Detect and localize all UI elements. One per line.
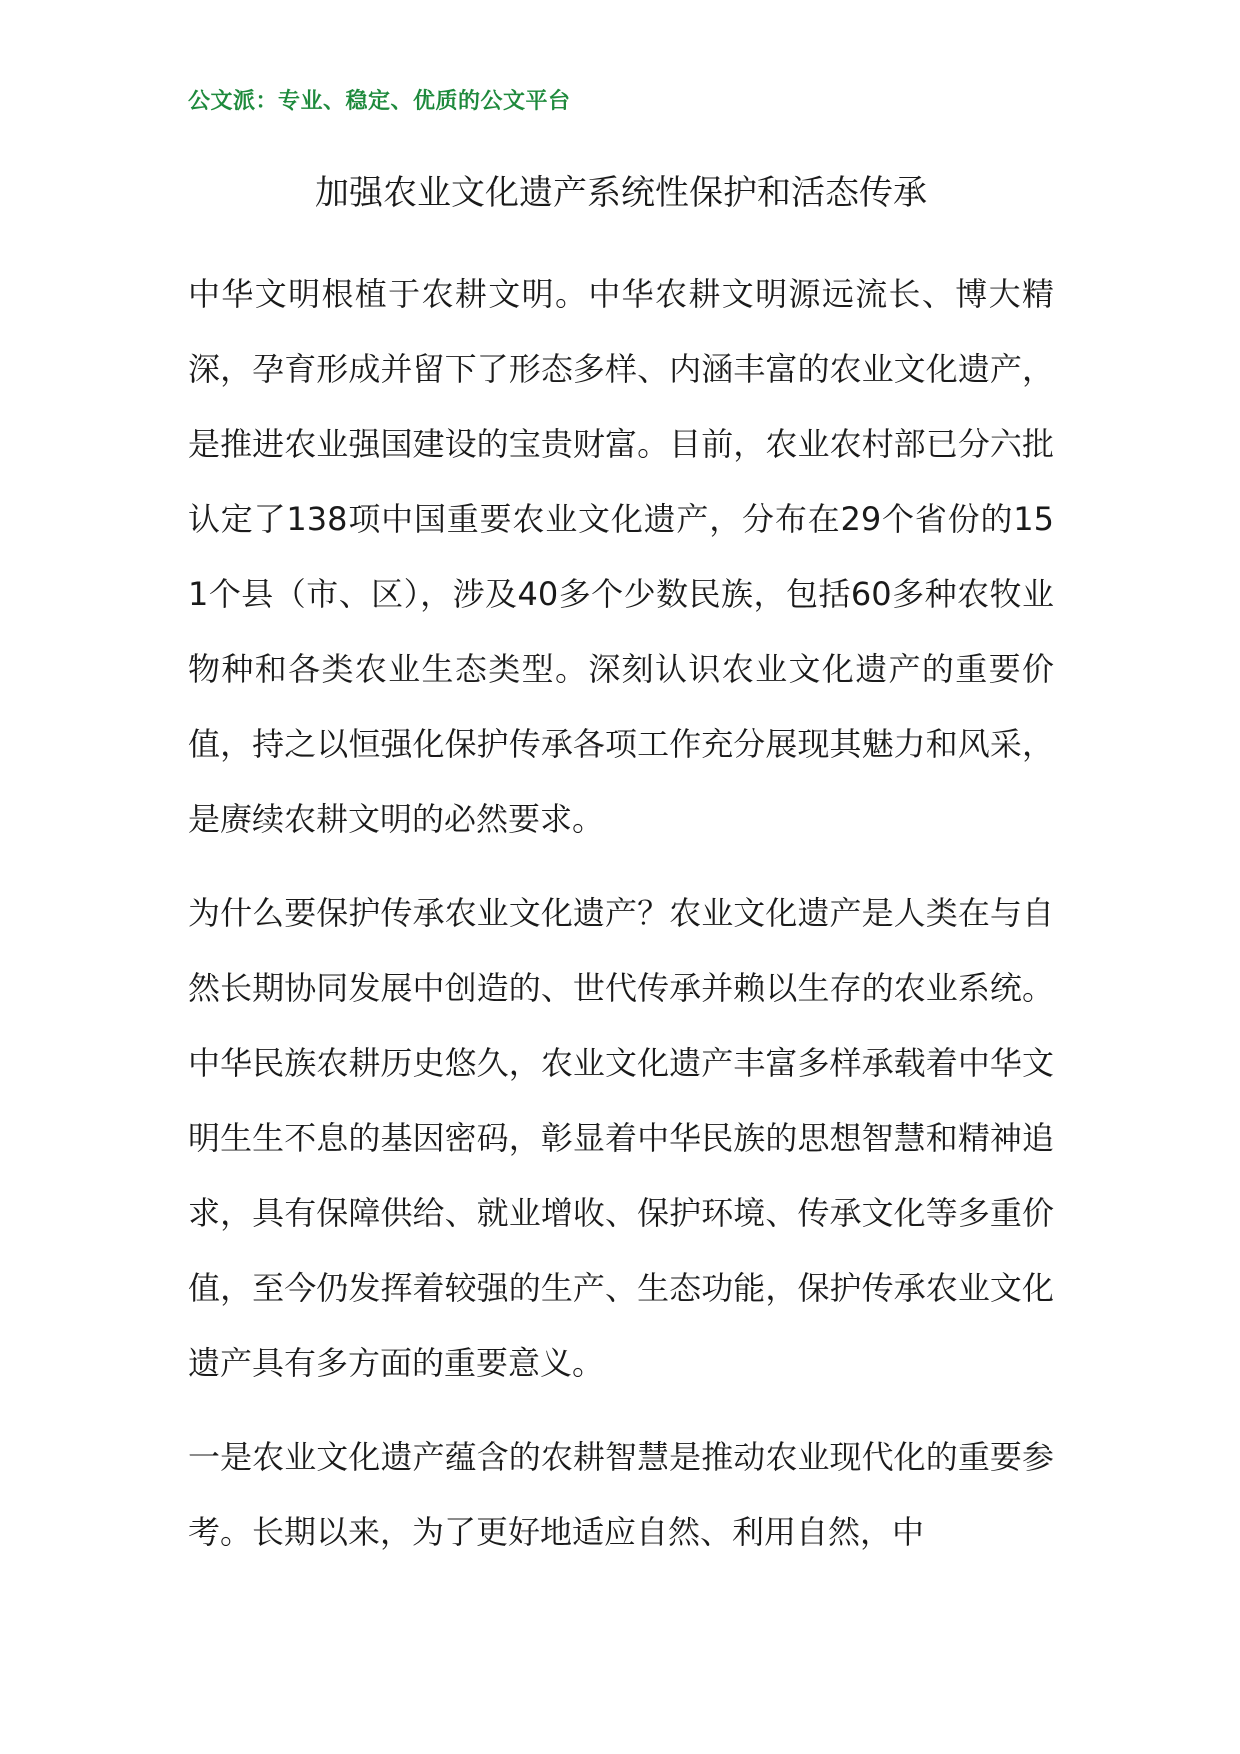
document-title: 加强农业文化遗产系统性保护和活态传承 bbox=[315, 173, 927, 213]
document-body bbox=[188, 257, 1054, 1589]
paragraph-intro: 中华文明根植于农耕文明。中华农耕文明源远流长、博大精深，孕育形成并留下了形态多样、内涵丰富的农业文化遗产，是推进农业强国建设的宝贵财富。目前，农业农村部已分六批认定了138项中国重要农业文化遗产，分布在29个省份的151个县（市、区），涉及40多个少数民族，包括60多种农牧业物种和各类农业生态类型。深刻认识农业文化遗产的重要价值，持之以恒强化保护传承各项工作充分展现其魅力和风采，是赓续农耕文明的必然要求。 bbox=[188, 275, 1054, 838]
paragraph-point-one: 一是农业文化遗产蕴含的农耕智慧是推动农业现代化的重要参考。长期以来，为了更好地适应自然、利用自然，中 bbox=[188, 1438, 1054, 1551]
site-banner: 公文派：专业、稳定、优质的公文平台 bbox=[188, 89, 571, 114]
paragraph-why-protect: 为什么要保护传承农业文化遗产？农业文化遗产是人类在与自然长期协同发展中创造的、世代传承并赖以生存的农业系统。中华民族农耕历史悠久，农业文化遗产丰富多样承载着中华文明生生不息的基因密码，彰显着中华民族的思想智慧和精神追求，具有保障供给、就业增收、保护环境、传承文化等多重价值，至今仍发挥着较强的生产、生态功能，保护传承农业文化遗产具有多方面的重要意义。 bbox=[188, 894, 1054, 1382]
